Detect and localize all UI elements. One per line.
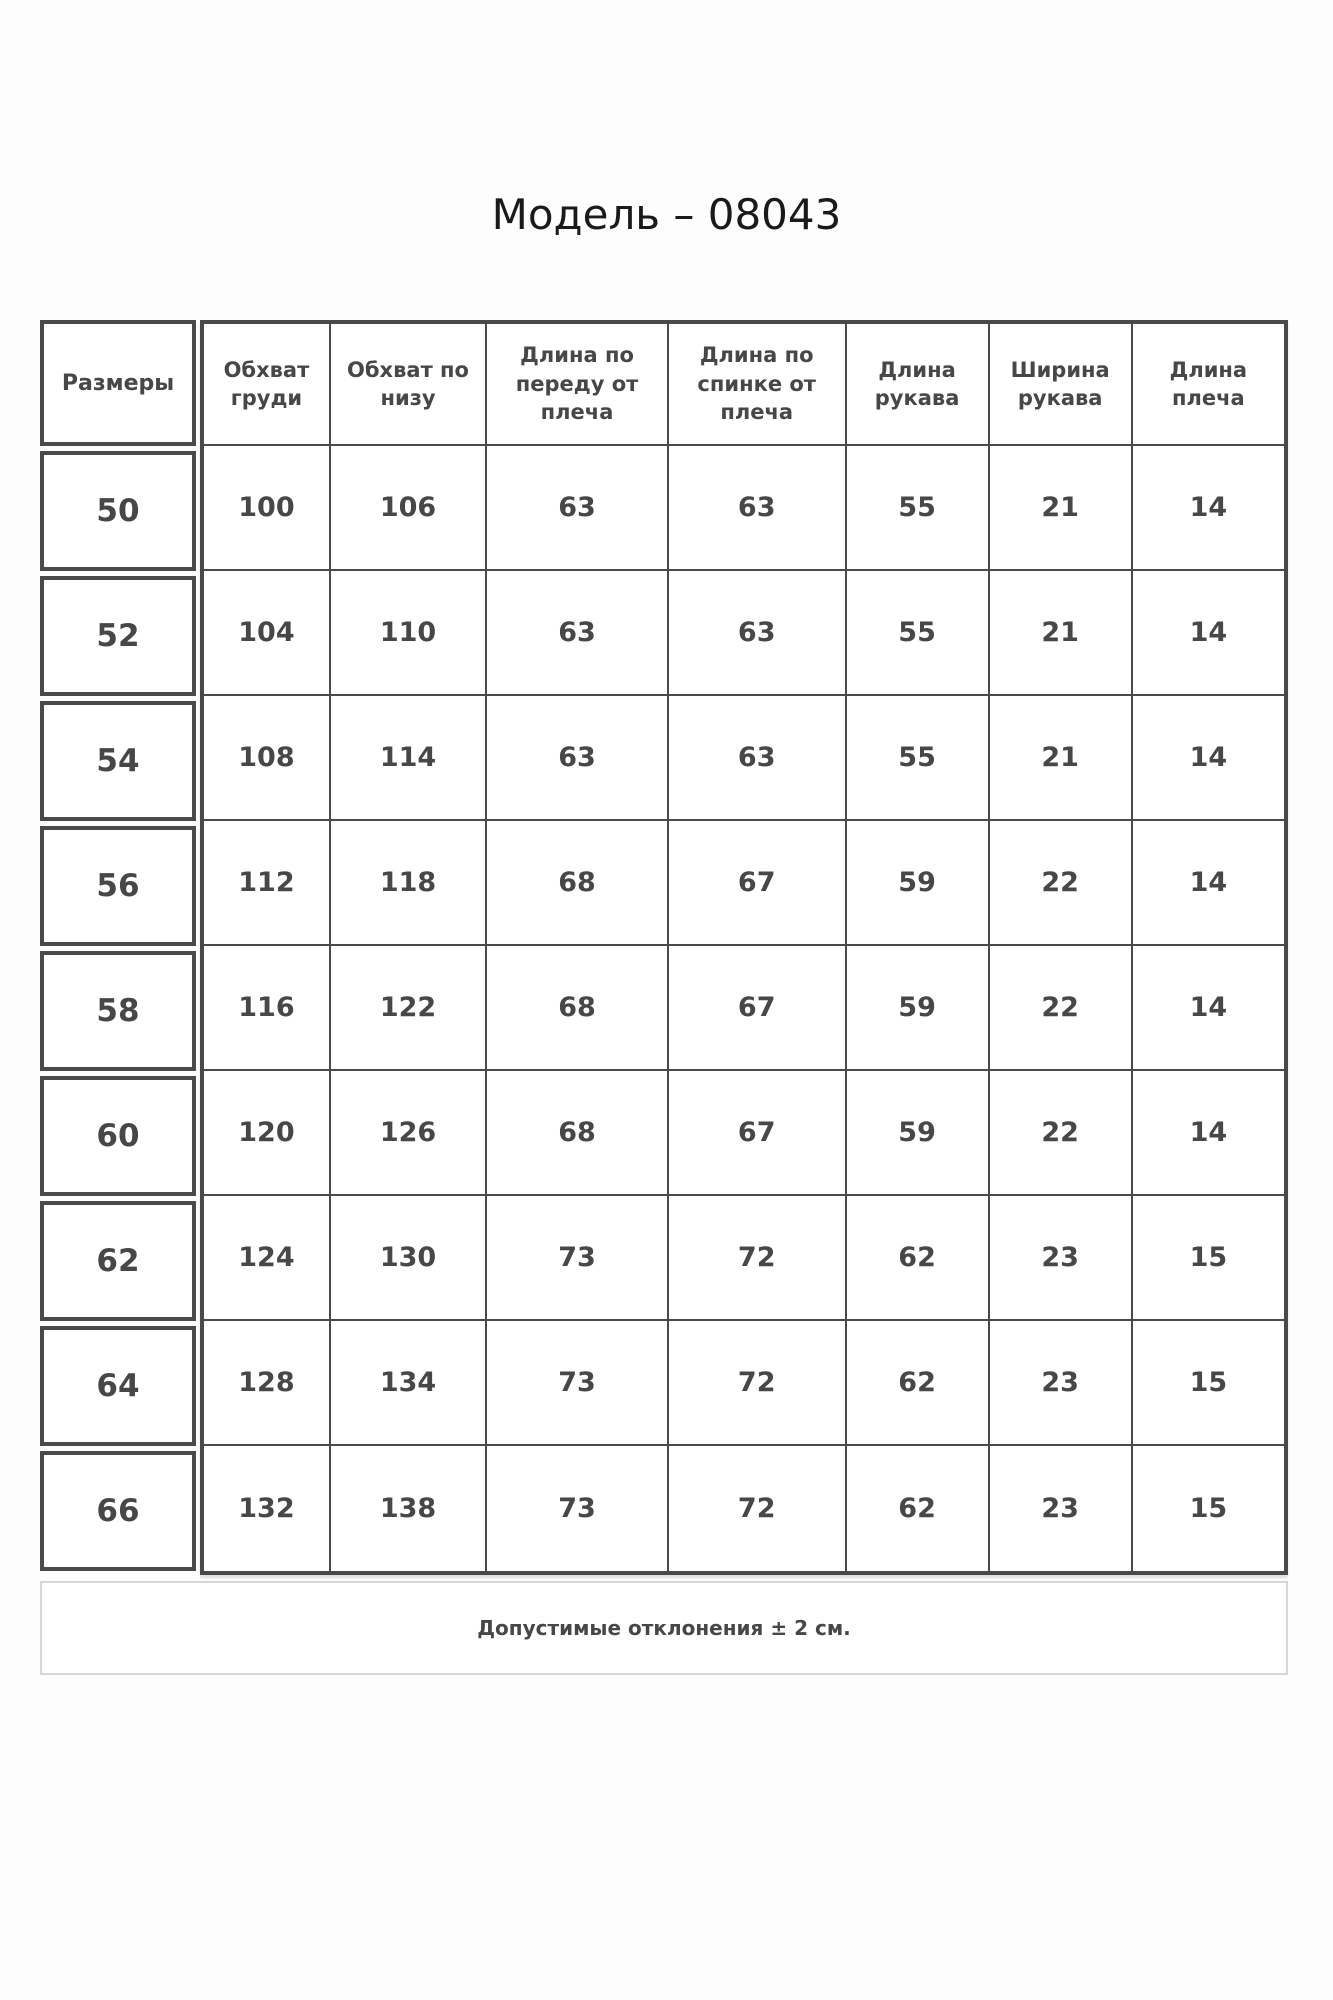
column-header: Обхват по низу xyxy=(331,324,487,446)
size-cell: 64 xyxy=(40,1326,196,1446)
measurement-cell: 104 xyxy=(204,571,331,696)
measurement-cell: 14 xyxy=(1133,696,1284,821)
measurement-cell: 68 xyxy=(487,946,669,1071)
measurement-cell: 112 xyxy=(204,821,331,946)
measurement-cell: 62 xyxy=(847,1446,990,1571)
measurement-cell: 14 xyxy=(1133,571,1284,696)
size-cell: 60 xyxy=(40,1076,196,1196)
measurement-cell: 72 xyxy=(669,1321,847,1446)
measurement-cell: 63 xyxy=(487,571,669,696)
size-cell: 50 xyxy=(40,451,196,571)
measurement-cell: 108 xyxy=(204,696,331,821)
size-cell: 56 xyxy=(40,826,196,946)
measurement-cell: 118 xyxy=(331,821,487,946)
measurement-cell: 22 xyxy=(990,946,1133,1071)
measurement-cell: 22 xyxy=(990,1071,1133,1196)
measurement-cell: 59 xyxy=(847,946,990,1071)
column-header: Длина по спинке от плеча xyxy=(669,324,847,446)
measurement-cell: 67 xyxy=(669,821,847,946)
measurement-cell: 68 xyxy=(487,1071,669,1196)
measurement-cell: 72 xyxy=(669,1196,847,1321)
measurement-cell: 100 xyxy=(204,446,331,571)
sizes-column-header: Размеры xyxy=(40,320,196,446)
measurement-cell: 122 xyxy=(331,946,487,1071)
measurement-cell: 73 xyxy=(487,1196,669,1321)
measurement-cell: 128 xyxy=(204,1321,331,1446)
measurement-cell: 110 xyxy=(331,571,487,696)
measurement-cell: 23 xyxy=(990,1196,1133,1321)
size-cell: 58 xyxy=(40,951,196,1071)
measurement-cell: 55 xyxy=(847,446,990,571)
page-title: Модель – 08043 xyxy=(491,190,842,239)
tolerance-note: Допустимые отклонения ± 2 см. xyxy=(40,1581,1288,1675)
sizes-column xyxy=(40,320,196,1575)
measurement-cell: 22 xyxy=(990,821,1133,946)
size-chart-table xyxy=(40,320,1288,1575)
measurement-cell: 15 xyxy=(1133,1321,1284,1446)
measurement-cell: 21 xyxy=(990,571,1133,696)
measurement-cell: 114 xyxy=(331,696,487,821)
column-header: Обхват груди xyxy=(204,324,331,446)
measurement-cell: 67 xyxy=(669,1071,847,1196)
measurement-cell: 23 xyxy=(990,1446,1133,1571)
measurement-cell: 63 xyxy=(669,446,847,571)
size-cell: 52 xyxy=(40,576,196,696)
measurement-cell: 21 xyxy=(990,696,1133,821)
measurement-cell: 134 xyxy=(331,1321,487,1446)
measurement-cell: 126 xyxy=(331,1071,487,1196)
column-header: Длина плеча xyxy=(1133,324,1284,446)
measurement-cell: 73 xyxy=(487,1321,669,1446)
size-cell: 54 xyxy=(40,701,196,821)
measurement-cell: 106 xyxy=(331,446,487,571)
measurement-cell: 59 xyxy=(847,821,990,946)
measurement-cell: 120 xyxy=(204,1071,331,1196)
measurement-cell: 63 xyxy=(669,696,847,821)
measurement-cell: 62 xyxy=(847,1196,990,1321)
measurement-cell: 14 xyxy=(1133,946,1284,1071)
measurement-cell: 116 xyxy=(204,946,331,1071)
measurement-cell: 73 xyxy=(487,1446,669,1571)
measurement-cell: 124 xyxy=(204,1196,331,1321)
measurement-cell: 67 xyxy=(669,946,847,1071)
measurement-cell: 138 xyxy=(331,1446,487,1571)
measurement-cell: 21 xyxy=(990,446,1133,571)
measurement-cell: 15 xyxy=(1133,1196,1284,1321)
column-header: Длина рукава xyxy=(847,324,990,446)
measurement-cell: 55 xyxy=(847,696,990,821)
measurement-cell: 14 xyxy=(1133,446,1284,571)
measurement-cell: 15 xyxy=(1189,1493,1228,1524)
column-header: Ширина рукава xyxy=(990,324,1133,446)
column-header: Длина по переду от плеча xyxy=(487,324,669,446)
measurements-grid xyxy=(200,320,1288,1575)
size-cell: 62 xyxy=(40,1201,196,1321)
measurement-cell: 23 xyxy=(990,1321,1133,1446)
measurement-cell: 63 xyxy=(487,446,669,571)
size-cell: 66 xyxy=(40,1451,196,1571)
measurement-cell: 14 xyxy=(1133,821,1284,946)
measurement-cell: 59 xyxy=(847,1071,990,1196)
measurement-cell: 132 xyxy=(204,1446,331,1571)
measurement-cell: 130 xyxy=(331,1196,487,1321)
measurement-cell: 55 xyxy=(847,571,990,696)
measurement-cell: 14 xyxy=(1133,1071,1284,1196)
measurement-cell: 63 xyxy=(669,571,847,696)
measurement-cell: 62 xyxy=(847,1321,990,1446)
measurement-cell: 68 xyxy=(487,821,669,946)
measurement-cell: 72 xyxy=(669,1446,847,1571)
measurement-cell: 63 xyxy=(487,696,669,821)
